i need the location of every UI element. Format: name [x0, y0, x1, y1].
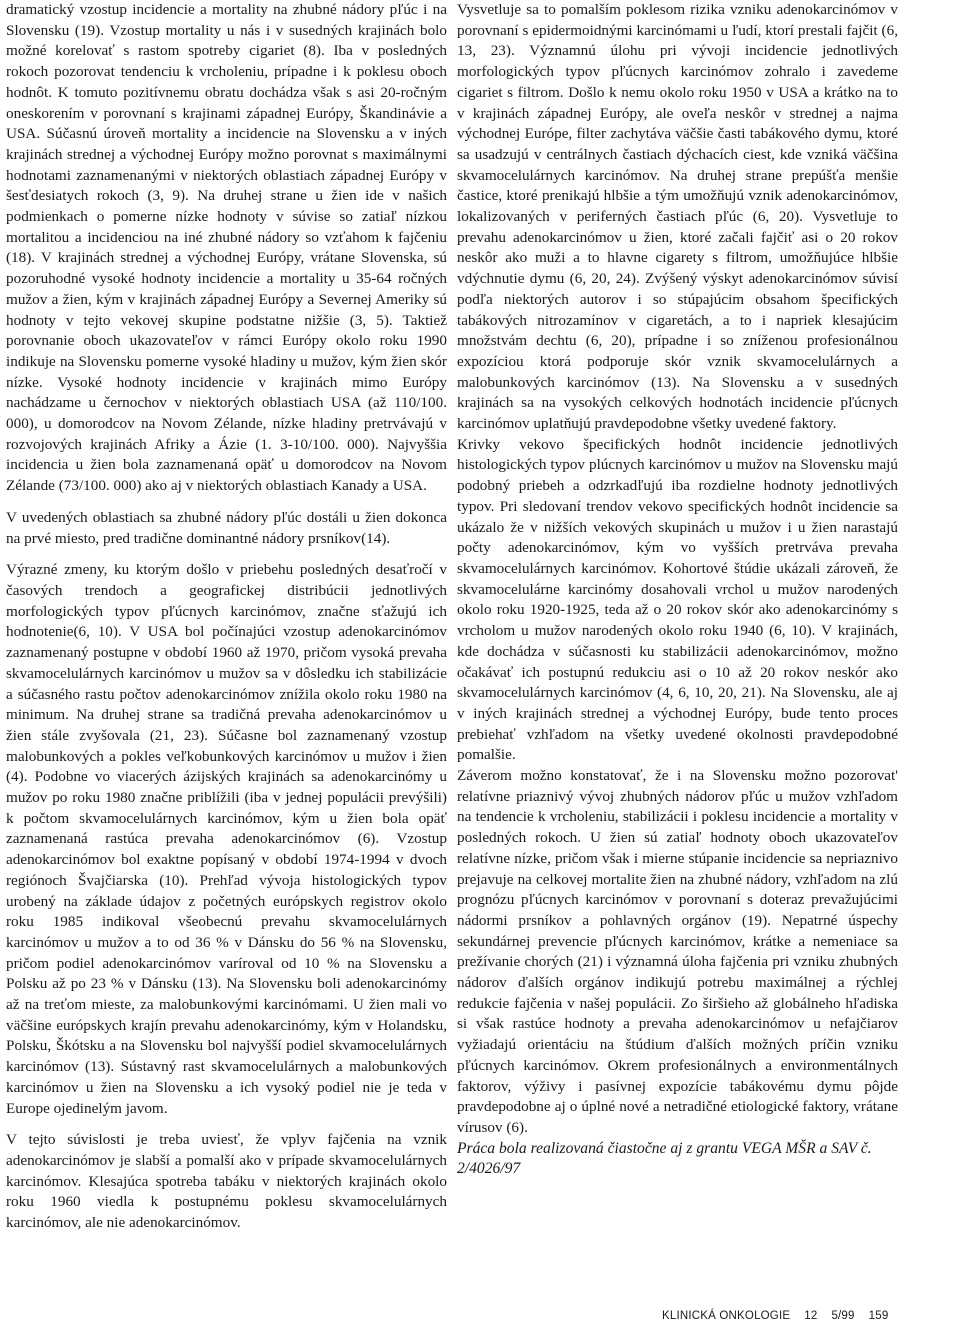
left-column [6, 0, 447, 1234]
journal-name: KLINICKÁ ONKOLOGIE [662, 1310, 791, 1322]
body-paragraph: Výrazné zmeny, ku ktorým došlo v priebehu posledných desaťročí v časových trendoch a geografickej distribúcii jednotlivých morfologických typov pľúcnych karcinómov, značne sťažujú ich hodnotenie(6, 10). V USA bol počínajúci vzostup adenokarcinómov zaznamenaný postupne v období 1960 až 1970, pričom vysoká prevaha skvamocelulárnych karcinómov u mužov sa v dôsledku ich stabilizácie a súčasného rastu počtov adenokarcinómov znížila okolo roku 1980 na minimum. Na druhej strane sa tradičná prevaha adenokarcinómov u žien stále zvyšovala (21, 23). Súčasne bol zaznamenaný vzostup malobunkových a pokles veľkobunkových karcinómov u mužov i žien (4). Podobne vo viacerých ázijských krajinách sa adenokarcinómy u mužov po roku 1980 značne priblížili (iba v jednej populácii prevýšili) k počtom skvamocelulárnych karcinómov, kým u žien bola opäť zaznamenaná rastúca prevaha adenokarcinómov (6). Vzostup adenokarcinómov bol exaktne popísaný v období 1974-1994 v dvoch regiónoch Švajčiarska (10). Prehľad vývoja histologických typov urobený na základe údajov z početných európskych registrov okolo roku 1985 indikoval všeobecnú prevahu skvamocelulárnych karcinómov u mužov a to od 36 % v Dánsku do 56 % na Slovensku, pričom podiel adenokarcinómov varíroval od 10 % na Slovensku a Polsku až po 23 % v Dánsku (13). Na Slovensku boli adenokarcinómy až na treťom mieste, za malobunkovými karcinómami. U žien mali vo väčšine európskych krajín prevahu adenokarcinómy, kým v Holandsku, Polsku, Škótsku a na Slovensku bol najvyšší podiel skvamocelulárnych karcinómov (13). Sústavný rast skvamocelulárnych a malobunkových karcinómov u žien na Slovensku a ich vysoký podiel nie je teda v Europe ojedinelým javom. [6, 561, 447, 1117]
right-column [457, 0, 898, 1179]
grant-acknowledgement: Práca bola realizovaná čiastočne aj z grantu VEGA MŠR a SAV č. 2/4026/97 [457, 1139, 872, 1177]
page-number: 159 [868, 1310, 889, 1322]
body-paragraph: V tejto súvislosti je treba uviesť, že vplyv fajčenia na vznik adenokarcinómov je slabší a pomalší ako v prípade skvamocelulárnych karcinómov. Klesajúca spotreba tabáku v niektorých krajinách okolo roku 1960 viedla k postupnému poklesu skvamocelulárnych karcinómov, ale nie adenokarcinómov. [6, 1131, 447, 1232]
journal-volume: 12 [804, 1310, 818, 1322]
body-paragraph: Vysvetluje sa to pomalším poklesom rizika vzniku adenokarcinómov v porovnaní s epidermoidnými karcinómami u ľudí, ktorí prestali fajčit (6, 13, 23). Významnú úlohu pri vývoji incidencie jednotlivých morfologických typov pľúcnych karcinómov zohralo i zavedeme cigariet s filtrom. Došlo k nemu okolo roku 1950 v USA a krátko na to v krajinách západnej Európy, ale oveľa neskôr v strednej a najma východnej Európe, filter zachytáva väčšie časti tabákového dymu, ktoré sa usadzujú v centrálnych častiach dýchacích ciest, kde vzniká väčšina skvamocelulárnych karcinómov. Na druhej strane prepúšťa menšie častice, ktoré prenikajú hlbšie a tým umožňujú vznik adenokarcinómov, lokalizovaných v periferných častiach pľúc (6, 20). Vysvetluje to prevahu adenokarcinómov u žien, ktoré začali fajčiť asi o 20 rokov neskôr ako muži a to hlavne cigarety s filtrom, umožňujúce hlbšie vdýchnutie dymu (6, 20, 24). Zvýšený výskyt adenokarcinómov súvisí podľa niektorých autorov i so stúpajúcim obsahom špecifických tabákových nitrozamínov v cigaretách, a to i napriek klesajúcim množstvám dechtu (6, 20), prípadne i so zníženou profesionálnou expozíciou ktorá podporuje skór vznik skvamocelulárnych a malobunkových karcinómov (13). Na Slovensku a v susedných krajinách sa na vysokých celkových hodnotách incidencie pľúcnych karcinómov uplatňujú pravdepodobne všetky uvedené faktory. [457, 1, 898, 433]
body-paragraph: Krivky vekovo špecifických hodnôt incidencie jednotlivých histologických typov plúcnych karcinómov u mužov na Slovensku majú podobný priebeh a odzrkadľujú iba rozdielne hodnoty jednotlivých typov. Pri sledovaní trendov vekovo specifických hodnôt incidencie sa ukázalo že v nižších vekových skupinách u mužov i u žien narastajú počty adenokarcinómov, kým vo vyšších pretrváva prevaha skvamocelulárnych karcinómov. Kohortové štúdie ukázali zároveň, že skvamocelulárne karcinómy dosahovali vrchol u mužov narodených okolo roku 1920-1925, teda až o 20 rokov skór ako adenokarcinómy s vrcholom u mužov narodených okolo roku 1940 (6, 10). V krajinách, kde dochádza v súčasnosti ku stabilizácii adenokarcinómov, možno očakávať ich postupnú redukciu asi o 10 až 20 rokov neskór ako skvamocelulárnych karcinómov (4, 6, 10, 20, 21). Na Slovensku, ale aj v iných krajinách strednej a východnej Európy, bude tento proces prebiehať vzhľadom na všetky uvedené okolnosti pravdepodobné pomalšie. [457, 435, 898, 764]
journal-issue: 5/99 [831, 1310, 855, 1322]
body-paragraph: Záverom možno konstatovať, že i na Slovensku možno pozorovat' relatívne priaznivý vývoj zhubných nádorov pľúc u mužov vzhľadom na tendencie k vrcholeniu, stabilizácii i poklesu incidencie a mortality v posledných rokoch. U žien sú zatiaľ hodnoty oboch ukazovateľov relatívne nízke, pričom však i mierne stúpanie incidencie sa nepriaznivo prejavuje na celkovej mortalite žien na zhubné nádory, vzhľadom na zlú prognózu pľúcnych karcinómov v porovnaní s doteraz prevažujúcimi nádormi prsníkov a pohlavných orgánov (19). Nepatrné úspechy sekundárnej prevencie pľúcnych karcinómov, krátke a nemeniace sa prežívanie chorých (21) i významná úloha fajčenia pri vzniku zhubných nádorov ďalších orgánov indikujú potrebu maximálnej a rýchlej redukcie fajčenia v našej populácii. Zo širšieho až globálneho hľadiska si však rastúce hodnoty a prevaha adenokarcinómov u nefajčiarov vyžiadajú orientáciu na štúdium ďalších možných príčin vzniku pľúcnych karcinómov. Okrem profesionálnych a environmentálnych faktorov, výživy i pasívnej expozície tabákovému dymu pôjde pravdepodobne aj o úplné nové a netradičné etiologické faktory, vrátane vírusov (6). [457, 767, 898, 1136]
body-paragraph: dramatický vzostup incidencie a mortality na zhubné nádory pľúc i na Slovensku (19). Vzostup mortality u nás i v susedných krajinách bolo možné korelovať s rastom spotreby cigariet (8). Iba v posledných rokoch pozorovat tendenciu k vrcholeniu, prípadne i k poklesu oboch hodnôt. K tomuto pozitívnemu obratu dochádza však s asi 20-ročným oneskorením v porovnaní s krajinami západnej Európy, Škandinávie a USA. Súčasnú úroveň mortality a incidencie na Slovensku a v iných krajinách strednej a východnej Európy možno porovnat s maximálnymi hodnotami zaznamenanými v niektorých oblastiach západnej Európy v šesťdesiatych rokoch (3, 9). Na druhej strane u žien ide v našich podmienkach o pomerne nízke hodnoty v súvise so zatiaľ nízkou mortalitou a incidenciou na iné zhubné nádory so vzťahom k fajčeniu (18). V krajinách strednej a východnej Európy, vrátane Slovenska, sú pozoruhodné vysoké hodnoty incidencie a mortality u 35-64 ročných mužov a žien, kým v krajinách západnej Európy a Severnej Ameriky sú hodnoty v tejto vekovej skupine podstatne nižšie (3, 5). Taktiež porovnanie oboch ukazovateľov v rámci Európy okolo roku 1990 indikuje na Slovensku pomerne vysoké hladiny u mužov, kým žien skór nízke. Vysoké hodnoty incidencie v krajinách mimo Európy nachádzame u černochov v niektorých oblastiach USA (až 110/100. 000), u domorodcov na Novom Zélande, nízke hladiny pretrvávajú v rozvojových krajinách Afriky a Ázie (1. 3-10/100. 000). Najvyššia incidencia u žien bola zaznamenaná opäť u domorodcov na Novom Zélande (73/100. 000) ako aj v niektorých oblastiach Kanady a USA. [6, 1, 447, 495]
page-footer [662, 1310, 952, 1322]
body-paragraph: V uvedených oblastiach sa zhubné nádory pľúc dostáli u žien dokonca na prvé miesto, pred tradične dominantné nádory prsníkov(14). [6, 508, 447, 547]
